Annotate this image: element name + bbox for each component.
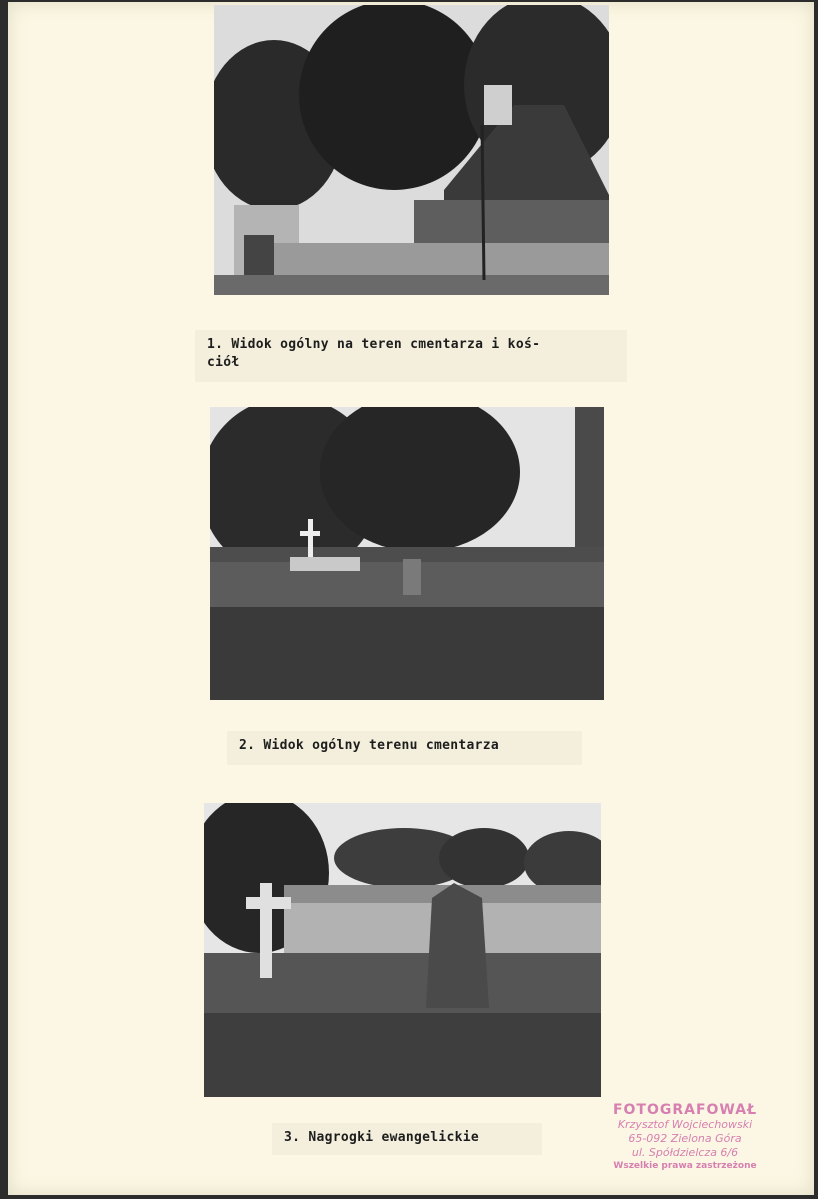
caption-3: 3. Nagrogki ewangelickie: [272, 1123, 542, 1155]
photo-cemetery-grounds: [210, 407, 604, 700]
photographer-stamp: [590, 1102, 780, 1172]
stamp-address2: ul. Spółdzielcza 6/6: [631, 1146, 739, 1159]
stamp-title: FOTOGRAFOWAŁ: [612, 1102, 758, 1118]
caption-2: 2. Widok ogólny terenu cmentarza: [227, 731, 582, 765]
caption-1: 1. Widok ogólny na teren cmentarza i koś- ciół: [195, 330, 627, 382]
photo-tombstones: [204, 803, 601, 1097]
stamp-name: Krzysztof Wojciechowski: [617, 1118, 753, 1131]
stamp-address1: 65-092 Zielona Góra: [628, 1132, 742, 1145]
photo-church-view: [214, 5, 609, 295]
stamp-rights: Wszelkie prawa zastrzeżone: [613, 1161, 757, 1171]
